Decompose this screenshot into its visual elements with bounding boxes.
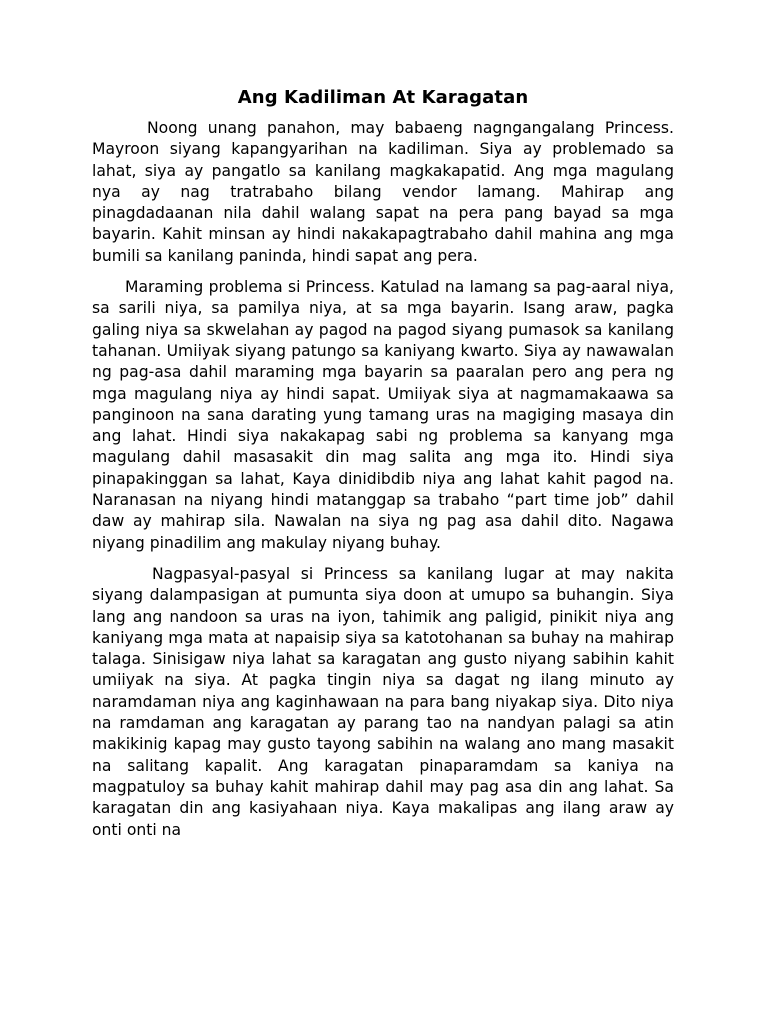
document-page [92,86,674,851]
paragraph-1: Noong unang panahon, may babaeng nagngangalang Princess. Mayroon siyang kapangyarihan na kadiliman. Siya ay problemado sa lahat, siya ay pangatlo sa kanilang magkakapatid. Ang mga magulang nya ay nag tratrabaho bilang vendor lamang. Mahirap ang pinagdadaanan nila dahil walang sapat na pera pang bayad sa mga bayarin. Kahit minsan ay hindi nakakapagtrabaho dahil mahina ang mga bumili sa kanilang paninda, hindi sapat ang pera. [92,119,674,265]
paragraph-3: Nagpasyal-pasyal si Princess sa kanilang lugar at may nakita siyang dalampasigan at pumunta siya doon at umupo sa buhangin. Siya lang ang nandoon sa uras na iyon, tahimik ang paligid, pinikit niya ang kaniyang mga mata at napaisip siya sa katotohanan sa buhay na mahirap talaga. Sinisigaw niya lahat sa karagatan ang gusto niyang sabihin kahit umiiyak na siya. At pagka tingin niya sa dagat ng ilang minuto ay naramdaman niya ang kaginhawaan na para bang niyakap siya. Dito niya na ramdaman ang karagatan ay parang tao na nandyan palagi sa atin makikinig kapag may gusto tayong sabihin na walang ano mang masakit na salitang kapalit. Ang karagatan pinaparamdam sa kaniya na magpatuloy sa buhay kahit mahirap dahil may pag asa din ang lahat. Sa karagatan din ang kasiyahaan niya. Kaya makalipas ang ilang araw ay onti onti na [92,564,674,839]
paragraph-2: Maraming problema si Princess. Katulad na lamang sa pag-aaral niya, sa sarili niya, sa pamilya niya, at sa mga bayarin. Isang araw, pagka galing niya sa skwelahan ay pagod na pagod siyang pumasok sa kanilang tahanan. Umiiyak siyang patungo sa kaniyang kwarto. Siya ay nawawalan ng pag-asa dahil maraming mga bayarin sa paaralan pero ang pera ng mga magulang niya ay hindi sapat. Umiiyak siya at nagmamakaawa sa panginoon na sana darating yung tamang uras na magiging masaya din ang lahat. Hindi siya nakakapag sabi ng problema sa kanyang mga magulang dahil masasakit din mag salita ang mga ito. Hindi siya pinapakinggan sa lahat, Kaya dinidibdib niya ang lahat kahit pagod na. Naranasan na niyang hindi matanggap sa trabaho “part time job” dahil daw ay mahirap sila. Nawalan na siya ng pag asa dahil dito. Nagawa niyang pinadilim ang makulay niyang buhay. [92,278,674,552]
document-title: Ang Kadiliman At Karagatan [237,87,529,108]
